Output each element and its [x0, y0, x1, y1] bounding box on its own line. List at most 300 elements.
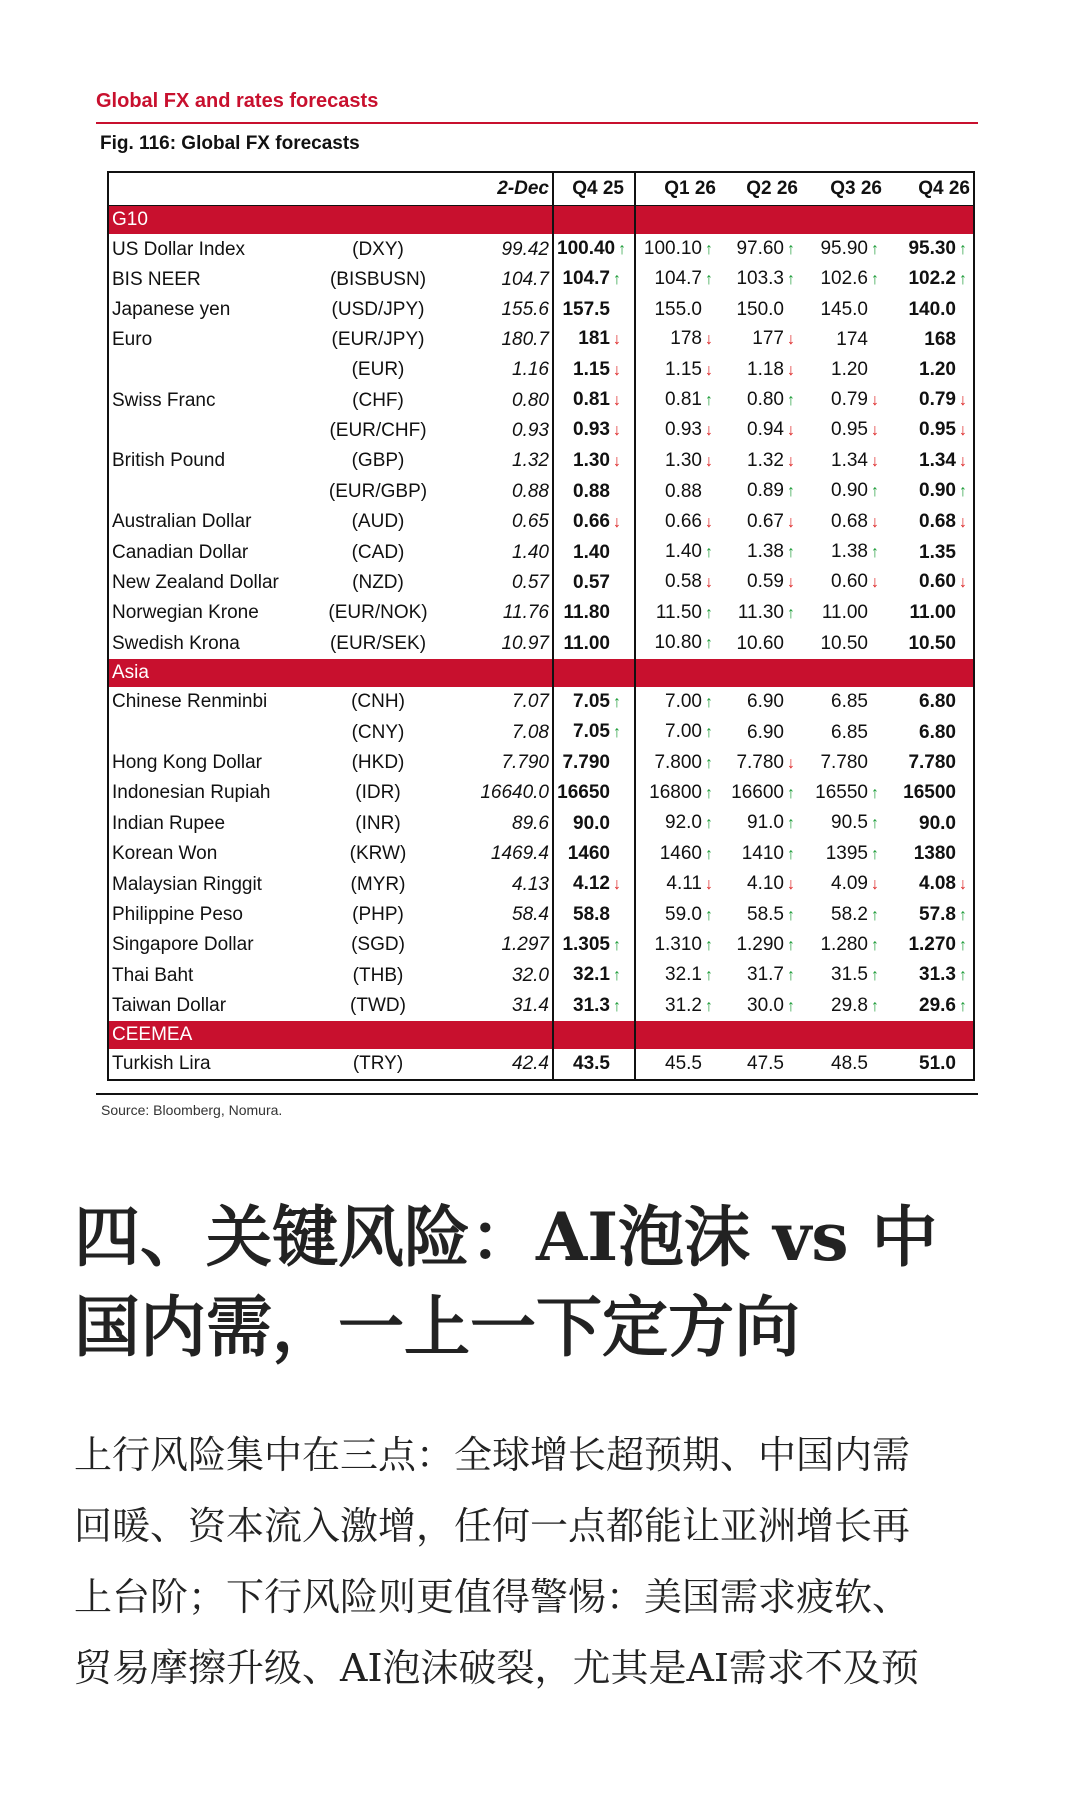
forecast-value: 1.38: [747, 541, 784, 563]
forecast-cell: [553, 446, 635, 476]
forecast-value: 0.88: [665, 480, 702, 502]
currency-code: (CAD): [351, 541, 405, 563]
arrow-up-icon: ↑: [705, 967, 713, 985]
spot-value: 0.65: [443, 507, 553, 537]
currency-code: (PHP): [352, 904, 404, 926]
forecast-cell: [553, 930, 635, 960]
section-cell: [443, 206, 553, 235]
arrow-up-icon: ↑: [959, 241, 967, 258]
arrow-up-icon: ↑: [613, 936, 621, 954]
spot-value: 1.16: [443, 355, 553, 385]
forecast-value: 90.0: [573, 812, 610, 834]
arrow-up-icon: ↑: [787, 997, 795, 1015]
arrow-down-icon: ↓: [871, 513, 879, 531]
forecast-cell: [885, 839, 974, 869]
arrow-up-icon: ↑: [705, 936, 713, 954]
arrow-down-icon: ↓: [613, 361, 621, 379]
arrow-up-icon: ↑: [705, 271, 713, 289]
forecast-value: 47.5: [747, 1053, 784, 1075]
currency-code: (EUR/GBP): [328, 480, 428, 502]
forecast-value: 102.2: [908, 268, 956, 290]
header-col: Q3 26: [801, 172, 885, 206]
forecast-cell: [553, 476, 635, 506]
forecast-value: 92.0: [665, 812, 702, 834]
forecast-cell: [635, 476, 719, 506]
forecast-value: 1410: [741, 842, 784, 864]
table-body: [108, 206, 974, 1080]
forecast-value: 0.79: [831, 389, 868, 411]
currency-name: Australian Dollar: [112, 511, 252, 533]
forecast-value: 181: [578, 328, 610, 350]
forecast-value: 16650: [557, 782, 610, 804]
forecast-value: 1.30: [665, 449, 702, 471]
forecast-cell: [801, 991, 885, 1021]
arrow-down-icon: ↓: [787, 876, 795, 894]
forecast-value: 100.40: [557, 238, 616, 259]
arrow-down-icon: ↓: [959, 392, 967, 410]
forecast-cell: [885, 748, 974, 778]
spot-value: 58.4: [443, 900, 553, 930]
forecast-value: 0.94: [747, 419, 784, 441]
forecast-value: 0.57: [573, 571, 610, 593]
table-bottom-rule: [96, 1093, 978, 1095]
forecast-value: 1.305: [562, 933, 610, 955]
forecast-value: 0.67: [747, 510, 784, 532]
forecast-value: 0.59: [747, 571, 784, 593]
arrow-up-icon: ↑: [871, 967, 879, 985]
forecast-cell: [801, 385, 885, 415]
currency-code: (USD/JPY): [331, 298, 425, 320]
forecast-value: 0.79: [919, 389, 956, 411]
forecast-cell: [553, 960, 635, 990]
spot-value: 89.6: [443, 808, 553, 838]
forecast-value: 1.34: [831, 449, 868, 471]
arrow-down-icon: ↓: [959, 452, 967, 470]
arrow-up-icon: ↑: [871, 544, 879, 562]
currency-name: Chinese Renminbi: [112, 691, 268, 713]
forecast-value: 1460: [567, 843, 610, 865]
arrow-up-icon: ↑: [705, 815, 713, 833]
forecast-cell: [553, 808, 635, 838]
spot-value: 104.7: [443, 264, 553, 294]
forecast-value: 1.30: [573, 449, 610, 471]
currency-code: (EUR/NOK): [328, 602, 428, 624]
forecast-cell: [553, 991, 635, 1021]
arrow-up-icon: ↑: [787, 483, 795, 501]
forecast-value: 0.81: [665, 389, 702, 411]
arrow-up-icon: ↑: [871, 784, 879, 802]
currency-name: Singapore Dollar: [112, 934, 254, 956]
arrow-down-icon: ↓: [871, 876, 879, 894]
forecast-value: 90.0: [919, 812, 956, 834]
forecast-value: 7.800: [654, 751, 702, 773]
forecast-value: 16800: [649, 781, 702, 803]
arrow-down-icon: ↓: [871, 422, 879, 440]
currency-code: (EUR/SEK): [329, 632, 427, 654]
arrow-up-icon: ↑: [871, 936, 879, 954]
table-row: [108, 717, 974, 747]
forecast-cell: [801, 1049, 885, 1079]
spot-value: 180.7: [443, 324, 553, 354]
forecast-cell: [635, 415, 719, 445]
currency-code: (SGD): [351, 934, 405, 956]
forecast-cell: [801, 717, 885, 747]
forecast-cell: [885, 869, 974, 899]
forecast-cell: [719, 598, 801, 628]
forecast-value: 6.90: [747, 721, 784, 743]
forecast-cell: [801, 598, 885, 628]
currency-code: (CNY): [351, 721, 405, 743]
forecast-cell: [801, 324, 885, 354]
spot-value: 0.80: [443, 385, 553, 415]
arrow-down-icon: ↓: [787, 331, 795, 349]
forecast-value: 6.90: [747, 691, 784, 713]
currency-name: [108, 476, 313, 506]
forecast-cell: [719, 264, 801, 294]
arrow-up-icon: ↑: [787, 906, 795, 924]
forecast-cell: [801, 415, 885, 445]
forecast-value: 7.780: [908, 752, 956, 773]
forecast-cell: [719, 748, 801, 778]
forecast-cell: [635, 385, 719, 415]
arrow-down-icon: ↓: [705, 361, 713, 379]
header-col: Q4 26: [885, 172, 974, 206]
source-note: Source: Bloomberg, Nomura.: [101, 1102, 283, 1118]
arrow-up-icon: ↑: [705, 724, 713, 742]
forecast-value: 0.89: [747, 480, 784, 502]
forecast-cell: [553, 687, 635, 717]
currency-name: [108, 355, 313, 385]
forecast-value: 1.38: [831, 541, 868, 563]
arrow-up-icon: ↑: [705, 906, 713, 924]
report-title-rule: [96, 122, 978, 124]
currency-name: [108, 415, 313, 445]
forecast-cell: [719, 476, 801, 506]
forecast-cell: [801, 537, 885, 567]
currency-name: Euro: [112, 328, 153, 350]
arrow-up-icon: ↑: [705, 845, 713, 863]
arrow-up-icon: ↑: [613, 724, 621, 742]
section-cell: [801, 206, 885, 235]
forecast-value: 1380: [913, 843, 956, 865]
forecast-cell: [885, 295, 974, 324]
section-cell: [443, 659, 553, 687]
forecast-value: 1460: [659, 842, 702, 864]
forecast-value: 4.11: [666, 873, 702, 895]
forecast-cell: [801, 355, 885, 385]
arrow-down-icon: ↓: [787, 754, 795, 772]
header-col: Q1 26: [635, 172, 719, 206]
forecast-cell: [553, 869, 635, 899]
arrow-down-icon: ↓: [705, 422, 713, 440]
table-row: [108, 991, 974, 1021]
arrow-up-icon: ↑: [705, 635, 713, 653]
arrow-up-icon: ↑: [871, 271, 879, 289]
table-row: [108, 415, 974, 445]
forecast-value: 29.8: [831, 994, 868, 1016]
forecast-cell: [719, 567, 801, 597]
forecast-cell: [885, 264, 974, 294]
forecast-value: 7.05: [573, 690, 610, 712]
forecast-cell: [885, 900, 974, 930]
section-cell: [313, 206, 443, 235]
forecast-value: 11.50: [655, 601, 702, 623]
forecast-cell: [885, 960, 974, 990]
forecast-value: 0.90: [831, 480, 868, 502]
arrow-down-icon: ↓: [705, 452, 713, 470]
currency-name: Thai Baht: [112, 964, 194, 986]
forecast-value: 0.66: [665, 510, 702, 532]
forecast-cell: [635, 324, 719, 354]
arrow-down-icon: ↓: [787, 361, 795, 379]
forecast-cell: [885, 234, 974, 264]
arrow-up-icon: ↑: [705, 997, 713, 1015]
arrow-up-icon: ↑: [871, 241, 879, 258]
arrow-up-icon: ↑: [613, 997, 621, 1015]
forecast-value: 31.2: [665, 994, 702, 1016]
forecast-value: 0.80: [747, 389, 784, 411]
forecast-value: 0.93: [573, 419, 610, 441]
section-cell: [443, 1021, 553, 1049]
spot-value: 1.40: [443, 537, 553, 567]
forecast-value: 6.85: [831, 721, 868, 743]
forecast-cell: [553, 598, 635, 628]
forecast-value: 140.0: [908, 298, 956, 320]
forecast-value: 10.50: [908, 632, 956, 654]
forecast-cell: [801, 264, 885, 294]
forecast-cell: [719, 960, 801, 990]
forecast-value: 31.7: [747, 964, 784, 986]
arrow-up-icon: ↑: [787, 241, 795, 258]
currency-name: Indian Rupee: [112, 812, 226, 834]
table-row: [108, 295, 974, 324]
forecast-cell: [635, 628, 719, 658]
forecast-value: 43.5: [573, 1053, 610, 1075]
forecast-cell: [635, 1049, 719, 1079]
arrow-up-icon: ↑: [871, 997, 879, 1015]
spot-value: 4.13: [443, 869, 553, 899]
forecast-cell: [719, 415, 801, 445]
currency-name: US Dollar Index: [112, 238, 246, 260]
body-line: 上行风险集中在三点：全球增长超预期、中国内需: [74, 1433, 911, 1477]
forecast-value: 58.5: [747, 903, 784, 925]
forecast-cell: [635, 687, 719, 717]
table-row: [108, 839, 974, 869]
forecast-cell: [885, 628, 974, 658]
table-header-row: [108, 172, 974, 206]
arrow-up-icon: ↑: [787, 784, 795, 802]
arrow-down-icon: ↓: [871, 574, 879, 592]
arrow-down-icon: ↓: [613, 452, 621, 470]
arrow-up-icon: ↑: [787, 604, 795, 622]
forecast-cell: [553, 839, 635, 869]
spot-value: 10.97: [443, 628, 553, 658]
forecast-cell: [553, 324, 635, 354]
forecast-value: 174: [836, 328, 868, 350]
arrow-up-icon: ↑: [959, 997, 967, 1015]
forecast-value: 7.780: [736, 751, 784, 773]
forecast-value: 177: [752, 328, 784, 350]
section-row-asia: [108, 659, 974, 687]
forecast-cell: [553, 295, 635, 324]
forecast-cell: [801, 808, 885, 838]
spot-value: 155.6: [443, 295, 553, 324]
currency-code: (BISBUSN): [329, 268, 427, 290]
table-row: [108, 808, 974, 838]
forecast-value: 31.5: [831, 964, 868, 986]
report-title: Global FX and rates forecasts: [96, 90, 379, 112]
forecast-cell: [885, 415, 974, 445]
forecast-cell: [719, 295, 801, 324]
forecast-value: 11.80: [563, 602, 610, 624]
heading-line: 四、关键风险：AI泡沫 vs 中: [74, 1198, 938, 1276]
forecast-cell: [719, 385, 801, 415]
table-row: [108, 930, 974, 960]
forecast-value: 1395: [825, 842, 868, 864]
arrow-down-icon: ↓: [787, 513, 795, 531]
spot-value: 7.07: [443, 687, 553, 717]
arrow-down-icon: ↓: [705, 331, 713, 349]
forecast-cell: [553, 507, 635, 537]
section-heading: [74, 1192, 1014, 1372]
table-row: [108, 234, 974, 264]
forecast-cell: [719, 717, 801, 747]
forecast-cell: [885, 1049, 974, 1079]
table-row: [108, 355, 974, 385]
currency-name: Malaysian Ringgit: [112, 873, 262, 895]
section-row-ceemea: [108, 1021, 974, 1049]
forecast-cell: [885, 991, 974, 1021]
forecast-cell: [553, 900, 635, 930]
forecast-cell: [801, 507, 885, 537]
arrow-down-icon: ↓: [613, 422, 621, 440]
forecast-cell: [885, 567, 974, 597]
section-cell: [313, 1021, 443, 1049]
forecast-cell: [801, 687, 885, 717]
arrow-up-icon: ↑: [787, 845, 795, 863]
table-row: [108, 598, 974, 628]
section-label: CEEMEA: [108, 1021, 313, 1049]
forecast-value: 48.5: [831, 1053, 868, 1075]
header-blank-name: [108, 172, 313, 206]
forecast-value: 57.8: [919, 903, 956, 925]
forecast-value: 0.68: [831, 510, 868, 532]
spot-value: 32.0: [443, 960, 553, 990]
forecast-value: 7.00: [665, 721, 702, 743]
arrow-up-icon: ↑: [959, 967, 967, 985]
forecast-value: 10.60: [736, 632, 784, 654]
forecast-value: 51.0: [919, 1053, 956, 1075]
arrow-down-icon: ↓: [787, 574, 795, 592]
forecast-value: 95.90: [820, 238, 868, 259]
forecast-cell: [635, 567, 719, 597]
forecast-cell: [719, 930, 801, 960]
forecast-cell: [719, 507, 801, 537]
arrow-up-icon: ↑: [705, 784, 713, 802]
forecast-cell: [885, 598, 974, 628]
table-row: [108, 1049, 974, 1079]
currency-name: Indonesian Rupiah: [112, 782, 271, 804]
forecast-cell: [801, 295, 885, 324]
currency-code: (AUD): [351, 511, 405, 533]
spot-value: 7.08: [443, 717, 553, 747]
section-cell: [885, 659, 974, 687]
table-row: [108, 748, 974, 778]
currency-code: (KRW): [349, 843, 407, 865]
section-cell: [719, 1021, 801, 1049]
forecast-value: 31.3: [919, 964, 956, 986]
forecast-value: 157.5: [562, 298, 610, 320]
forecast-cell: [801, 839, 885, 869]
section-cell: [553, 1021, 635, 1049]
forecast-cell: [801, 628, 885, 658]
forecast-value: 10.80: [654, 632, 702, 654]
forecast-value: 90.5: [831, 812, 868, 834]
forecast-value: 45.5: [665, 1053, 702, 1075]
forecast-value: 0.66: [573, 510, 610, 532]
arrow-up-icon: ↑: [705, 693, 713, 711]
arrow-down-icon: ↓: [959, 574, 967, 592]
forecast-cell: [885, 687, 974, 717]
section-label: G10: [108, 206, 313, 235]
forecast-value: 104.7: [562, 268, 610, 290]
forecast-cell: [553, 748, 635, 778]
forecast-value: 1.270: [908, 933, 956, 955]
forecast-value: 7.05: [573, 721, 610, 743]
forecast-cell: [719, 1049, 801, 1079]
currency-code: (MYR): [350, 873, 406, 895]
forecast-cell: [635, 507, 719, 537]
spot-value: 0.93: [443, 415, 553, 445]
forecast-value: 10.50: [820, 632, 868, 654]
forecast-cell: [885, 385, 974, 415]
forecast-cell: [719, 778, 801, 808]
arrow-down-icon: ↓: [705, 574, 713, 592]
spot-value: 7.790: [443, 748, 553, 778]
spot-value: 0.88: [443, 476, 553, 506]
arrow-up-icon: ↑: [787, 544, 795, 562]
body-line: 贸易摩擦升级、AI泡沫破裂，尤其是AI需求不及预: [74, 1646, 919, 1690]
forecast-cell: [885, 930, 974, 960]
header-col: 2-Dec: [443, 172, 553, 206]
forecast-cell: [553, 385, 635, 415]
forecast-cell: [719, 991, 801, 1021]
forecast-value: 11.30: [737, 601, 784, 623]
forecast-cell: [635, 598, 719, 628]
spot-value: 42.4: [443, 1049, 553, 1079]
forecast-value: 0.95: [919, 419, 956, 441]
currency-name: Hong Kong Dollar: [112, 752, 262, 773]
arrow-up-icon: ↑: [705, 754, 713, 772]
arrow-down-icon: ↓: [705, 876, 713, 894]
arrow-up-icon: ↑: [871, 845, 879, 863]
section-cell: [635, 659, 719, 687]
forecast-value: 1.34: [919, 449, 956, 471]
spot-value: 31.4: [443, 991, 553, 1021]
arrow-up-icon: ↑: [618, 241, 627, 258]
forecast-value: 1.290: [736, 933, 784, 955]
currency-code: (HKD): [351, 752, 405, 773]
currency-code: (TWD): [350, 995, 406, 1017]
currency-name: Korean Won: [112, 843, 218, 865]
currency-code: (EUR): [351, 359, 405, 381]
table-row: [108, 537, 974, 567]
forecast-value: 4.10: [747, 873, 784, 895]
body-line: 上台阶；下行风险则更值得警惕：美国需求疲软、: [74, 1575, 911, 1619]
forecast-cell: [719, 446, 801, 476]
forecast-cell: [719, 869, 801, 899]
forecast-value: 7.00: [665, 690, 702, 712]
